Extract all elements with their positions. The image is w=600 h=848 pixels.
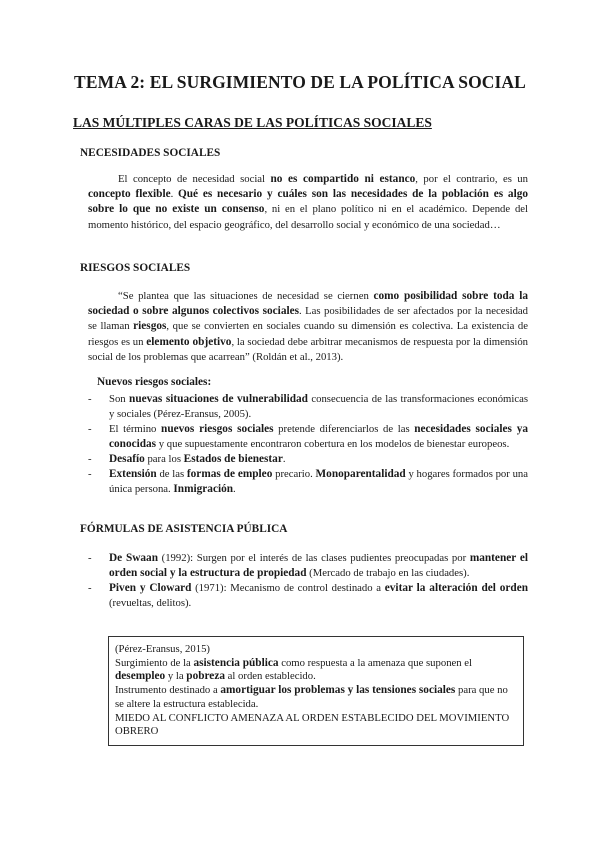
list-item: - Piven y Cloward (1971): Mecanismo de control destinado a evitar la alteración del orden (revueltas, delitos). [88, 582, 529, 609]
list-item: - Son nuevas situaciones de vulnerabilidad consecuencia de las transformaciones económicas y sociales (Pérez-Eransus, 2005). [88, 393, 528, 420]
nuevos-riesgos-list [88, 392, 528, 497]
dash-bullet: - [88, 582, 92, 594]
box-line-miedo: MIEDO AL CONFLICTO AMENAZA AL ORDEN ESTABLECIDO DEL MOVIMIENTO OBRERO [115, 711, 510, 738]
dash-bullet: - [88, 468, 92, 480]
list-item: - Extensión de las formas de empleo precario. Monoparentalidad y hogares formados por una única persona. Inmigración. [88, 468, 528, 495]
necesidades-paragraph: El concepto de necesidad social no es compartido ni estanco, por el contrario, es un concepto flexible. Qué es necesario y cuáles son las necesidades de la población es algo sobre lo que no existe un consenso, ni en el plano político ni en el académico. Depende del momento histórico, del espacio geográfico, del desarrollo social y económico de una sociedad… [88, 173, 529, 231]
nuevos-riesgos-heading: Nuevos riesgos sociales: [97, 376, 212, 388]
summary-box [108, 636, 524, 746]
dash-bullet: - [88, 552, 92, 564]
formulas-heading: FÓRMULAS DE ASISTENCIA PÚBLICA [80, 523, 288, 535]
box-line-instrumento: Instrumento destinado a amortiguar los problemas y las tensiones sociales para que no se altere la estructura establecida. [115, 684, 508, 710]
box-line-asistencia: Surgimiento de la asistencia pública como respuesta a la amenaza que suponen el desempleo y la pobreza al orden establecido. [115, 656, 473, 683]
list-item: - Desafío para los Estados de bienestar. [88, 453, 286, 465]
section-heading: LAS MÚLTIPLES CARAS DE LAS POLÍTICAS SOCIALES [73, 115, 432, 130]
necesidades-heading: NECESIDADES SOCIALES [80, 147, 221, 159]
box-citation: (Pérez-Eransus, 2015) [115, 643, 210, 655]
list-item: - De Swaan (1992): Surgen por el interés de las clases pudientes preocupadas por mantener el orden social y la estructura de propiedad (Mercado de trabajo en las ciudades). [88, 552, 529, 579]
list-item: - El término nuevos riesgos sociales pretende diferenciarlos de las necesidades sociales ya conocidas y que supuestamente encontraron cobertura en los modelos de bienestar europeos. [88, 423, 529, 450]
page-title: TEMA 2: EL SURGIMIENTO DE LA POLÍTICA SOCIAL [74, 72, 526, 92]
dash-bullet: - [88, 423, 92, 435]
dash-bullet: - [88, 393, 92, 405]
formulas-list [88, 551, 528, 611]
riesgos-paragraph: “Se plantea que las situaciones de necesidad se ciernen como posibilidad sobre toda la sociedad o sobre algunos colectivos sociales. Las posibilidades de ser afectados por la necesidad se llaman riesgos, que se convierten en sociales cuando su dimensión es colectiva. La existencia de riesgos es un elemento objetivo, la sociedad debe arbitrar mecanismos de respuesta por la dimensión social de los problemas que acarrean” (Roldán et al., 2013). [88, 290, 529, 363]
riesgos-heading: RIESGOS SOCIALES [80, 262, 191, 274]
dash-bullet: - [88, 453, 92, 465]
